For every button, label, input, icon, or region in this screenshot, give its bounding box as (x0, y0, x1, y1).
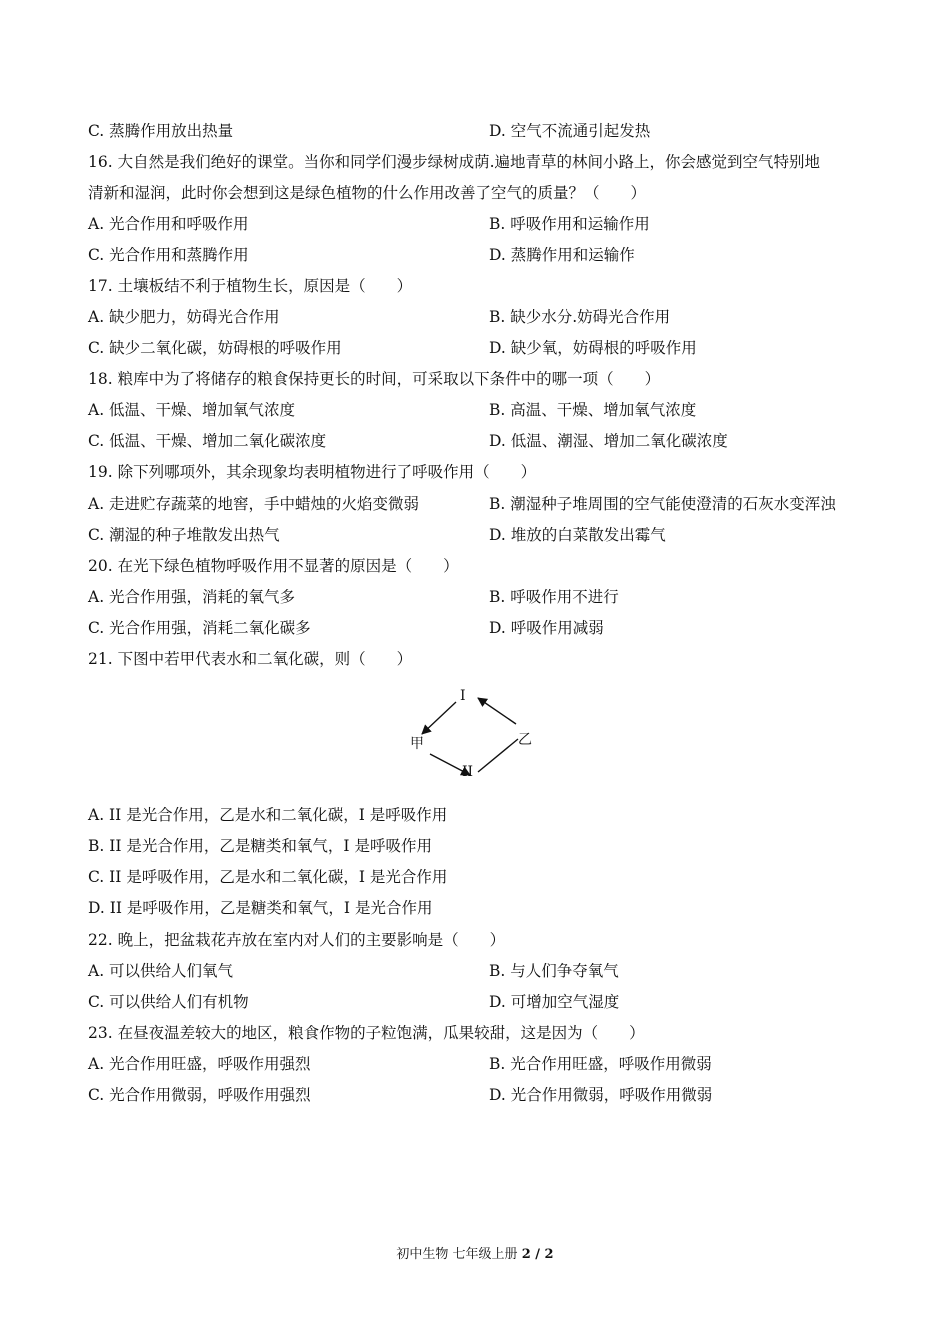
q21-option-c: C. II 是呼吸作用，乙是水和二氧化碳，I 是光合作用 (88, 868, 448, 886)
diagram-label-jia: 甲 (410, 736, 424, 752)
q18-stem: 18. 粮库中为了将储存的粮食保持更长的时间，可采取以下条件中的哪一项（ ） (88, 370, 661, 388)
arrow-yi-to-i (478, 698, 516, 724)
q17-stem: 17. 土壤板结不利于植物生长，原因是（ ） (88, 277, 413, 295)
q15-option-c: C. 蒸腾作用放出热量 (88, 122, 234, 140)
q20-option-a: A. 光合作用强，消耗的氧气多 (88, 588, 296, 606)
q21-option-d: D. II 是呼吸作用，乙是糖类和氧气，I 是光合作用 (88, 899, 433, 917)
q18-option-a: A. 低温、干燥、增加氧气浓度 (88, 401, 296, 419)
q21-option-a: A. II 是光合作用，乙是水和二氧化碳，I 是呼吸作用 (88, 806, 448, 824)
q22-option-b: B. 与人们争夺氧气 (489, 962, 619, 980)
q16-option-a: A. 光合作用和呼吸作用 (88, 215, 249, 233)
footer-text: 初中生物 七年级上册 (396, 1247, 518, 1262)
q19-option-b: B. 潮湿种子堆周围的空气能使澄清的石灰水变浑浊 (489, 495, 836, 513)
q16-stem-line-1: 16. 大自然是我们绝好的课堂。当你和同学们漫步绿树成荫.遍地青草的林间小路上，你会感觉到空气特别地 (88, 153, 821, 171)
q22-option-a: A. 可以供给人们氧气 (88, 962, 234, 980)
q17-option-a: A. 缺少肥力，妨碍光合作用 (88, 308, 280, 326)
q23-option-c: C. 光合作用微弱，呼吸作用强烈 (88, 1086, 311, 1104)
q20-option-b: B. 呼吸作用不进行 (489, 588, 619, 606)
q20-option-d: D. 呼吸作用减弱 (489, 619, 604, 637)
q16-option-c: C. 光合作用和蒸腾作用 (88, 246, 249, 264)
diagram-label-ii: II (462, 764, 474, 780)
q18-option-b: B. 高温、干燥、增加氧气浓度 (489, 401, 697, 419)
q22-option-c: C. 可以供给人们有机物 (88, 993, 249, 1011)
q16-option-d: D. 蒸腾作用和运输作 (489, 246, 635, 264)
page-number: 2 / 2 (521, 1247, 554, 1262)
q16-option-b: B. 呼吸作用和运输作用 (489, 215, 650, 233)
q23-stem: 23. 在昼夜温差较大的地区，粮食作物的子粒饱满，瓜果较甜，这是因为（ ） (88, 1024, 645, 1042)
q23-option-b: B. 光合作用旺盛，呼吸作用微弱 (489, 1055, 712, 1073)
q20-stem: 20. 在光下绿色植物呼吸作用不显著的原因是（ ） (88, 557, 459, 575)
cycle-diagram (400, 684, 550, 784)
q23-option-a: A. 光合作用旺盛，呼吸作用强烈 (88, 1055, 311, 1073)
q19-stem: 19. 除下列哪项外，其余现象均表明植物进行了呼吸作用（ ） (88, 463, 537, 481)
q23-option-d: D. 光合作用微弱，呼吸作用微弱 (489, 1086, 713, 1104)
q19-option-d: D. 堆放的白菜散发出霉气 (489, 526, 666, 544)
page-footer (0, 1246, 950, 1264)
diagram-label-i: I (460, 688, 466, 704)
q19-option-c: C. 潮湿的种子堆散发出热气 (88, 526, 280, 544)
q17-option-d: D. 缺少氧，妨碍根的呼吸作用 (489, 339, 697, 357)
line-ii-to-yi (478, 739, 518, 772)
q17-option-b: B. 缺少水分.妨碍光合作用 (489, 308, 671, 326)
q21-option-b: B. II 是光合作用，乙是糖类和氧气，I 是呼吸作用 (88, 837, 432, 855)
q22-stem: 22. 晚上，把盆栽花卉放在室内对人们的主要影响是（ ） (88, 931, 506, 949)
q17-option-c: C. 缺少二氧化碳，妨碍根的呼吸作用 (88, 339, 342, 357)
diagram-label-yi: 乙 (518, 732, 532, 748)
q21-stem: 21. 下图中若甲代表水和二氧化碳，则（ ） (88, 650, 413, 668)
q15-option-d: D. 空气不流通引起发热 (489, 122, 651, 140)
q20-option-c: C. 光合作用强，消耗二氧化碳多 (88, 619, 311, 637)
q18-option-d: D. 低温、潮湿、增加二氧化碳浓度 (489, 432, 728, 450)
arrow-i-to-jia (422, 702, 456, 734)
q18-option-c: C. 低温、干燥、增加二氧化碳浓度 (88, 432, 327, 450)
q16-stem-line-2: 清新和湿润，此时你会想到这是绿色植物的什么作用改善了空气的质量？（ ） (88, 184, 647, 202)
q19-option-a: A. 走进贮存蔬菜的地窖，手中蜡烛的火焰变微弱 (88, 495, 420, 513)
q22-option-d: D. 可增加空气湿度 (489, 993, 620, 1011)
